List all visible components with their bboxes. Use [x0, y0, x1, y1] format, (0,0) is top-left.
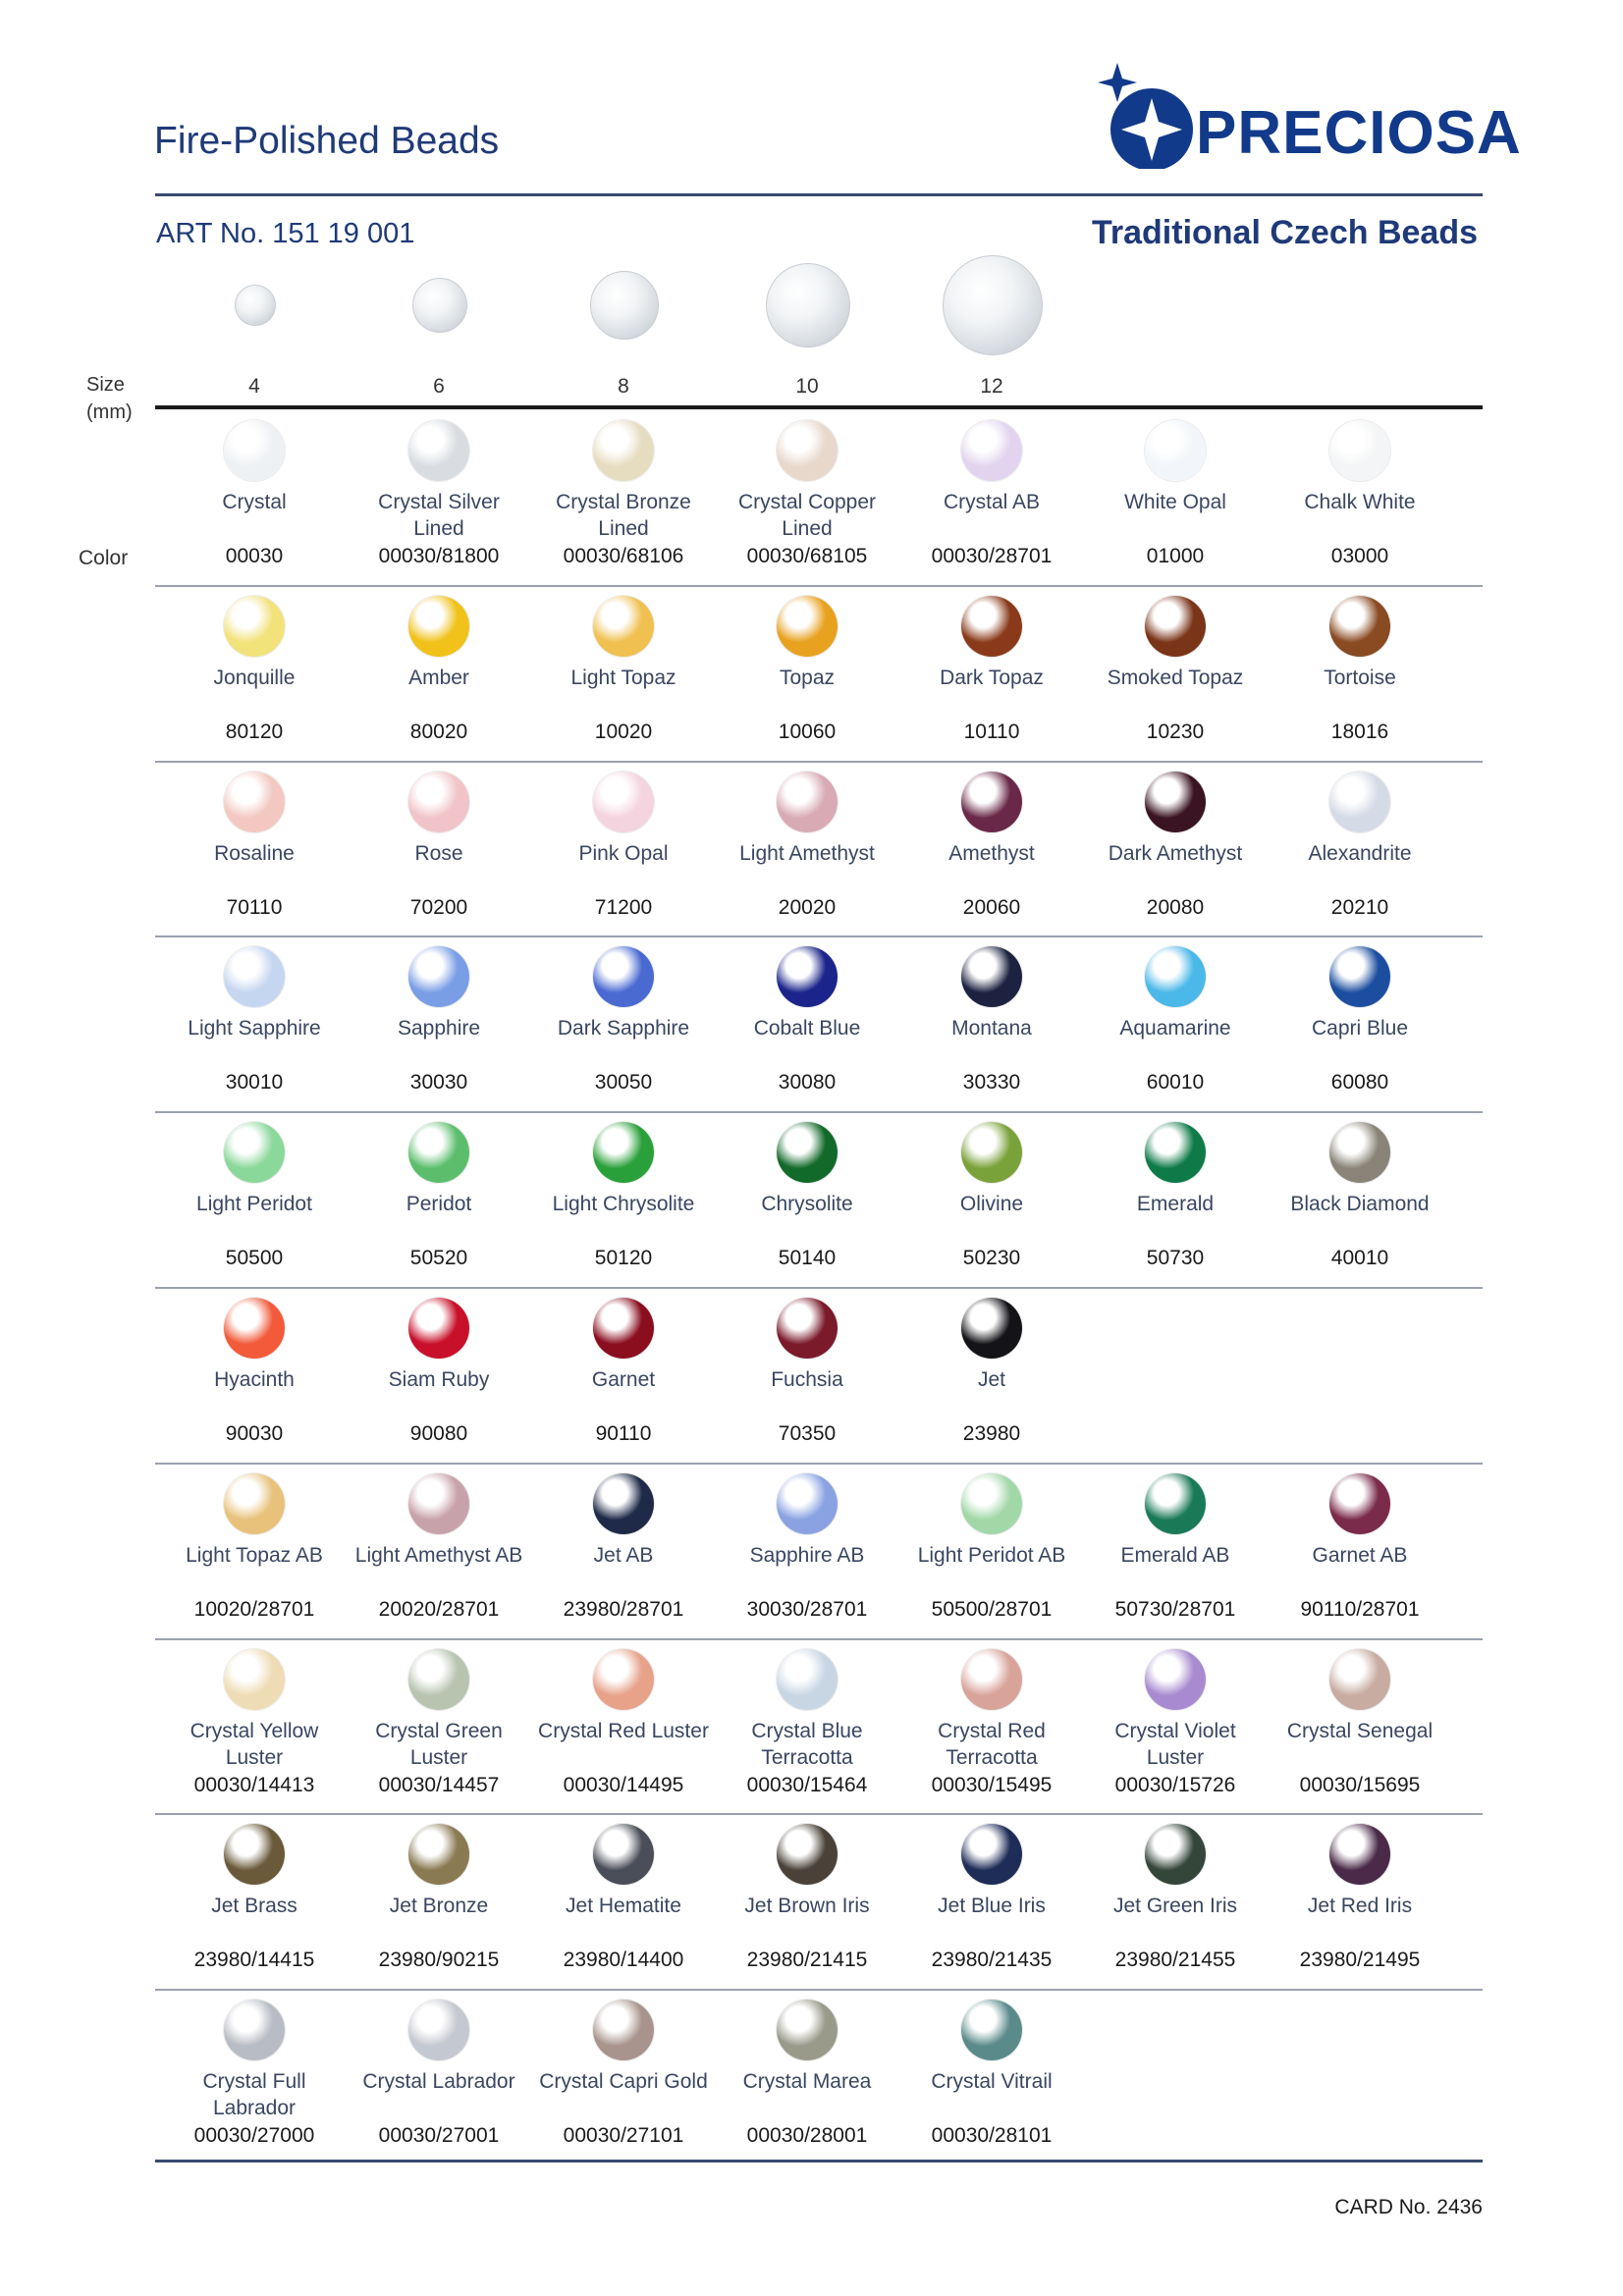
- row-divider: [155, 761, 1483, 763]
- bead-name: Jonquille: [213, 666, 296, 689]
- bead-name: Jet Red Iris: [1307, 1895, 1413, 1918]
- bead-code: 30050: [594, 1071, 653, 1095]
- bead-name: Dark Amethyst: [1108, 841, 1243, 865]
- bead-swatch: [408, 420, 469, 481]
- bead-swatch: [1145, 1824, 1206, 1885]
- bead-code: 10020/28701: [193, 1597, 315, 1621]
- bead-code: 70350: [778, 1422, 837, 1445]
- bead-swatch: [777, 596, 838, 657]
- bead-code: 50500/28701: [931, 1597, 1053, 1621]
- bead-swatch: [777, 2000, 838, 2060]
- bead-name: Sapphire: [397, 1017, 481, 1041]
- bead-code: 23980/14400: [563, 1949, 684, 1972]
- bead-name: Garnet: [591, 1368, 656, 1391]
- bead-swatch: [408, 596, 469, 657]
- bead-swatch: [224, 596, 285, 657]
- bead-swatch: [1329, 420, 1390, 481]
- size-value: 6: [433, 375, 445, 398]
- bead-code: 23980/21495: [1299, 1949, 1421, 1972]
- bead-name: Jet Hematite: [566, 1895, 681, 1918]
- art-number: ART No. 151 19 001: [156, 218, 415, 249]
- bead-code: 01000: [1146, 545, 1205, 567]
- size-value: 12: [980, 375, 1003, 398]
- size-bead-12mm: [943, 255, 1043, 355]
- bead-swatch: [593, 1122, 654, 1183]
- size-bead-10mm: [766, 263, 850, 347]
- bead-swatch: [1329, 772, 1390, 832]
- bead-code: 30010: [225, 1071, 284, 1095]
- bead-code: 00030/81800: [378, 545, 500, 567]
- top-divider: [155, 193, 1483, 196]
- bead-swatch: [961, 1298, 1022, 1359]
- bead-code: 60010: [1146, 1071, 1205, 1095]
- bead-code: 00030/14457: [378, 1773, 500, 1796]
- bead-swatch: [224, 1122, 285, 1183]
- bead-swatch: [961, 946, 1022, 1007]
- row-divider: [155, 1813, 1483, 1815]
- bead-code: 00030/15464: [746, 1773, 868, 1796]
- bead-swatch: [961, 420, 1022, 481]
- size-bead-6mm: [412, 278, 467, 333]
- bead-name: Black Diamond: [1290, 1193, 1430, 1216]
- row-divider: [155, 1638, 1483, 1640]
- bead-code: 23980/21435: [931, 1949, 1053, 1972]
- bead-code: 10110: [963, 720, 1020, 743]
- bead-name: Jet AB: [593, 1543, 654, 1567]
- bead-name: Jet Green Iris: [1112, 1895, 1238, 1918]
- bead-name: Light Topaz AB: [186, 1543, 323, 1567]
- bead-swatch: [408, 772, 469, 832]
- bead-name: Crystal Violet Luster: [1114, 1719, 1236, 1769]
- bead-code: 00030/68106: [563, 545, 684, 567]
- bead-name: Peridot: [406, 1193, 472, 1216]
- bead-name: Crystal Red Luster: [538, 1719, 709, 1742]
- bead-swatch: [1329, 1122, 1390, 1183]
- bead-code: 20060: [962, 895, 1021, 919]
- bead-swatch: [1145, 772, 1206, 832]
- bead-name: Crystal Bronze Lined: [556, 491, 691, 540]
- bead-name: Crystal Copper Lined: [737, 491, 877, 540]
- bead-code: 00030/15695: [1299, 1773, 1421, 1796]
- bead-code: 20080: [1146, 895, 1205, 919]
- bead-name: Crystal Marea: [742, 2070, 872, 2094]
- bead-code: 00030/15726: [1114, 1773, 1236, 1796]
- bead-swatch: [1329, 1473, 1390, 1534]
- bead-name: Crystal: [222, 491, 287, 513]
- bead-swatch: [408, 1649, 469, 1710]
- bead-swatch: [961, 596, 1022, 657]
- bead-code: 80120: [225, 720, 284, 743]
- size-value: 4: [248, 375, 260, 398]
- bead-code: 40010: [1330, 1247, 1389, 1270]
- bead-name: Amber: [408, 666, 469, 689]
- bead-swatch: [1145, 596, 1206, 657]
- bead-swatch: [1145, 420, 1206, 481]
- bead-name: White Opal: [1124, 491, 1226, 513]
- bead-swatch: [224, 1298, 285, 1359]
- bead-code: 50500: [225, 1247, 284, 1270]
- card-number: CARD No. 2436: [1334, 2196, 1483, 2218]
- bead-code: 23980/21415: [746, 1949, 868, 1972]
- bead-code: 50120: [594, 1247, 653, 1270]
- row-divider: [155, 1989, 1483, 1991]
- bead-name: Crystal Labrador: [362, 2070, 515, 2094]
- bead-name: Crystal Yellow Luster: [189, 1719, 319, 1769]
- bead-code: 00030/15495: [931, 1773, 1053, 1796]
- bead-name: Crystal Vitrail: [931, 2070, 1053, 2094]
- bead-code: 80020: [409, 720, 468, 743]
- bead-name: Jet Blue Iris: [938, 1895, 1046, 1918]
- bead-swatch: [961, 1122, 1022, 1183]
- bead-swatch: [224, 1473, 285, 1534]
- bead-swatch: [408, 946, 469, 1007]
- row-divider: [155, 1463, 1483, 1465]
- bead-name: Chrysolite: [761, 1193, 853, 1216]
- row-divider: [155, 1111, 1483, 1113]
- bead-code: 30030/28701: [746, 1597, 868, 1621]
- size-label: Size (mm): [86, 374, 133, 423]
- bead-code: 70110: [226, 895, 283, 919]
- brand-name: PRECIOSA: [1196, 99, 1522, 167]
- bead-name: Jet Brown Iris: [744, 1895, 870, 1918]
- bead-code: 00030/28701: [931, 545, 1053, 567]
- bead-code: 50730/28701: [1114, 1597, 1236, 1621]
- bead-code: 00030/27001: [378, 2124, 500, 2148]
- bead-name: Emerald AB: [1120, 1543, 1230, 1567]
- bead-swatch: [593, 1649, 654, 1710]
- bead-swatch: [1329, 1649, 1390, 1710]
- bead-swatch: [1329, 946, 1390, 1007]
- bead-name: Aquamarine: [1119, 1017, 1231, 1041]
- bead-swatch: [1145, 1649, 1206, 1710]
- bead-name: Tortoise: [1324, 666, 1396, 689]
- bead-name: Chalk White: [1304, 491, 1416, 513]
- bead-code: 00030/14413: [193, 1773, 315, 1796]
- bead-name: Amethyst: [948, 841, 1035, 865]
- bead-name: Light Sapphire: [188, 1017, 321, 1041]
- bead-code: 00030/68105: [746, 545, 868, 567]
- bead-swatch: [593, 772, 654, 832]
- bead-name: Crystal Silver Lined: [378, 491, 500, 540]
- bead-swatch: [1329, 1824, 1390, 1885]
- row-divider: [155, 585, 1483, 587]
- bead-name: Siam Ruby: [388, 1368, 490, 1391]
- size-value: 10: [795, 375, 819, 398]
- size-bead-4mm: [235, 285, 276, 326]
- bead-code: 50230: [962, 1247, 1021, 1270]
- bead-swatch: [1145, 1122, 1206, 1183]
- color-label: Color: [79, 547, 129, 569]
- bead-code: 20210: [1330, 895, 1389, 919]
- bead-name: Topaz: [779, 666, 836, 689]
- bead-swatch: [408, 1298, 469, 1359]
- bead-code: 00030/14495: [563, 1773, 684, 1796]
- bead-swatch: [777, 1649, 838, 1710]
- bead-code: 10060: [778, 720, 837, 743]
- bead-swatch: [224, 2000, 285, 2060]
- bead-code: 00030/27101: [563, 2124, 684, 2148]
- bead-code: 50520: [409, 1247, 468, 1270]
- bead-name: Hyacinth: [214, 1368, 295, 1391]
- bead-code: 18016: [1330, 720, 1389, 743]
- bead-code: 10020: [594, 720, 653, 743]
- bead-name: Light Amethyst AB: [354, 1543, 523, 1567]
- bead-name: Montana: [951, 1017, 1032, 1041]
- bead-swatch: [593, 420, 654, 481]
- bead-swatch: [593, 946, 654, 1007]
- bottom-divider: [155, 2160, 1483, 2163]
- bead-swatch: [777, 1824, 838, 1885]
- bead-name: Crystal Green Luster: [375, 1719, 503, 1769]
- bead-code: 90110: [595, 1422, 652, 1445]
- bead-code: 90080: [409, 1422, 468, 1445]
- bead-swatch: [1145, 946, 1206, 1007]
- bead-name: Olivine: [959, 1193, 1024, 1216]
- bead-swatch: [961, 1649, 1022, 1710]
- header-divider: [155, 405, 1483, 409]
- bead-swatch: [593, 2000, 654, 2060]
- bead-code: 50730: [1146, 1247, 1205, 1270]
- bead-swatch: [1329, 596, 1390, 657]
- bead-swatch: [408, 1122, 469, 1183]
- bead-code: 70200: [409, 895, 468, 919]
- bead-name: Crystal Capri Gold: [539, 2070, 708, 2094]
- bead-name: Garnet AB: [1312, 1543, 1408, 1567]
- page-title: Fire-Polished Beads: [154, 120, 500, 162]
- bead-name: Cobalt Blue: [753, 1017, 861, 1041]
- bead-swatch: [408, 1824, 469, 1885]
- bead-swatch: [961, 1473, 1022, 1534]
- bead-code: 23980/28701: [563, 1597, 684, 1621]
- bead-name: Smoked Topaz: [1107, 666, 1244, 689]
- bead-code: 60080: [1330, 1071, 1389, 1095]
- bead-swatch: [408, 2000, 469, 2060]
- bead-name: Alexandrite: [1308, 841, 1412, 865]
- bead-name: Crystal Red Terracotta: [938, 1719, 1046, 1769]
- bead-name: Rosaline: [214, 841, 295, 865]
- bead-swatch: [777, 1473, 838, 1534]
- bead-swatch: [593, 596, 654, 657]
- bead-swatch: [224, 946, 285, 1007]
- bead-swatch: [593, 1473, 654, 1534]
- bead-name: Pink Opal: [578, 841, 669, 865]
- bead-code: 00030: [225, 545, 284, 567]
- bead-code: 30330: [962, 1071, 1021, 1095]
- tagline: Traditional Czech Beads: [1092, 214, 1478, 251]
- bead-name: Crystal Senegal: [1286, 1719, 1434, 1742]
- bead-swatch: [777, 420, 838, 481]
- bead-swatch: [961, 2000, 1022, 2060]
- bead-name: Light Amethyst: [739, 841, 875, 865]
- bead-code: 00030/28001: [746, 2124, 868, 2148]
- bead-swatch: [1145, 1473, 1206, 1534]
- bead-code: 23980/14415: [193, 1949, 315, 1972]
- size-value: 8: [618, 375, 629, 398]
- bead-name: Light Peridot AB: [917, 1543, 1066, 1567]
- bead-name: Jet: [977, 1368, 1005, 1391]
- row-divider: [155, 935, 1483, 937]
- bead-name: Light Topaz: [570, 666, 676, 689]
- bead-code: 20020: [778, 895, 837, 919]
- row-divider: [155, 1287, 1483, 1289]
- bead-code: 30030: [409, 1071, 468, 1095]
- bead-name: Light Peridot: [196, 1193, 312, 1216]
- bead-name: Sapphire AB: [749, 1543, 865, 1567]
- bead-code: 90030: [225, 1422, 284, 1445]
- bead-swatch: [408, 1473, 469, 1534]
- bead-swatch: [224, 1824, 285, 1885]
- bead-swatch: [777, 772, 838, 832]
- bead-code: 03000: [1330, 545, 1389, 567]
- bead-swatch: [961, 1824, 1022, 1885]
- bead-swatch: [961, 772, 1022, 832]
- bead-name: Crystal Blue Terracotta: [751, 1719, 863, 1769]
- bead-swatch: [593, 1824, 654, 1885]
- bead-name: Jet Brass: [211, 1895, 298, 1918]
- bead-swatch: [224, 1649, 285, 1710]
- bead-name: Dark Topaz: [940, 666, 1044, 689]
- size-bead-8mm: [590, 271, 659, 340]
- bead-name: Light Chrysolite: [552, 1193, 695, 1216]
- bead-code: 00030/28101: [931, 2124, 1053, 2148]
- bead-swatch: [593, 1298, 654, 1359]
- bead-name: Fuchsia: [771, 1368, 843, 1391]
- bead-swatch: [777, 946, 838, 1007]
- bead-swatch: [777, 1122, 838, 1183]
- bead-name: Rose: [414, 841, 463, 865]
- bead-code: 23980/90215: [378, 1949, 500, 1972]
- bead-code: 23980/21455: [1114, 1949, 1236, 1972]
- bead-code: 30080: [778, 1071, 837, 1095]
- bead-code: 10230: [1146, 720, 1205, 743]
- bead-name: Dark Sapphire: [557, 1017, 690, 1041]
- bead-code: 50140: [778, 1247, 837, 1270]
- bead-code: 20020/28701: [378, 1597, 500, 1621]
- bead-name: Crystal Full Labrador: [202, 2070, 306, 2120]
- bead-code: 90110/28701: [1300, 1597, 1420, 1621]
- bead-name: Emerald: [1136, 1193, 1215, 1216]
- bead-code: 00030/27000: [193, 2124, 315, 2148]
- bead-swatch: [224, 772, 285, 832]
- bead-code: 23980: [962, 1422, 1021, 1445]
- bead-name: Crystal AB: [943, 491, 1041, 513]
- bead-name: Jet Bronze: [389, 1895, 489, 1918]
- bead-swatch: [777, 1298, 838, 1359]
- bead-swatch: [224, 420, 285, 481]
- bead-code: 71200: [594, 895, 653, 919]
- bead-name: Capri Blue: [1311, 1017, 1409, 1041]
